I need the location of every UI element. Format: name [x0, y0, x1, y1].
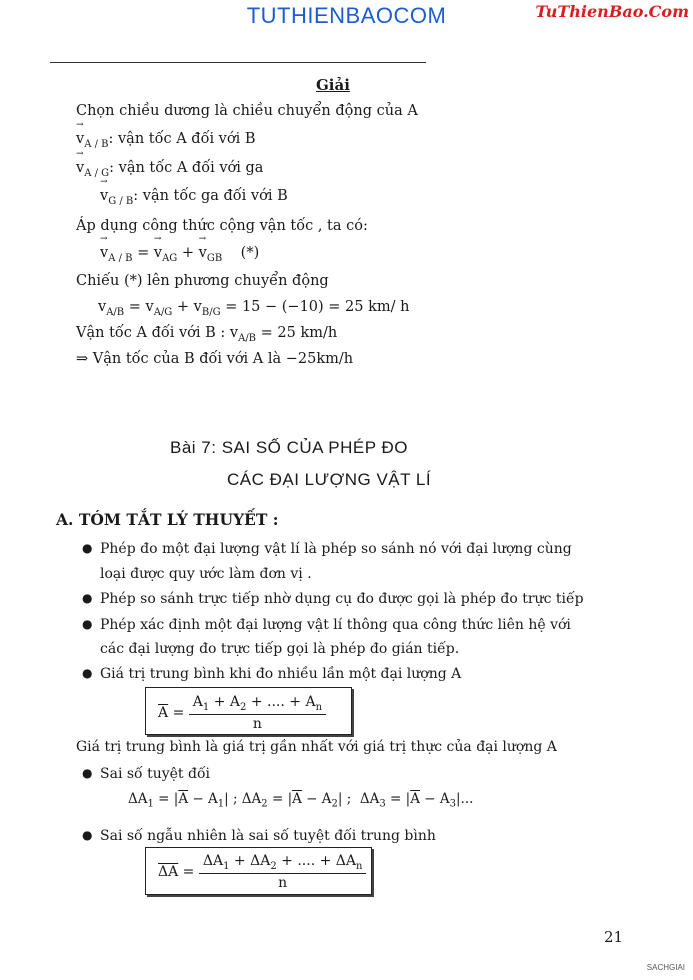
solution-conclusion: ⇒ Vận tốc của B đối với A là −25km/h [76, 351, 354, 367]
divider [50, 62, 426, 63]
scalar-equation: $v_{A/B} = v_{A/G} + v_{B/G} = 15 - (-10) = 25$ km/ h [98, 299, 410, 318]
solution-line-4: → $v_{G / B}$: vận tốc ga đối với B [100, 188, 288, 207]
solution-line-1: Chọn chiều dương là chiều chuyển động của A [76, 103, 418, 119]
solution-line-3: → $v_{A / G}$: vận tốc A đối với ga [76, 160, 263, 179]
mean-note: Giá trị trung bình là giá trị gần nhất với giá trị thực của đại lượng A [76, 739, 557, 755]
page-number: 21 [604, 928, 624, 946]
bullet-2: ● Phép so sánh trực tiếp nhờ dụng cụ đo được gọi là phép đo trực tiếp [82, 591, 584, 607]
absolute-error-formula: $\Delta A_1 = |\overline{A} - A_1|$ ; $\Delta A_2 = |\overline{A} - A_2|$ ; $\Delta A_3 = |\overline{A} - A_3|$... [128, 791, 474, 810]
bullet-1: ● Phép đo một đại lượng vật lí là phép so sánh nó với đại lượng cùng [82, 541, 572, 557]
lesson-title-2: CÁC ĐẠI LƯỢNG VẬT LÍ [227, 470, 432, 489]
lesson-title-1: Bài 7: SAI SỐ CỦA PHÉP ĐO [170, 438, 408, 457]
bullet-6: ● Sai số ngẫu nhiên là sai số tuyệt đối trung bình [82, 828, 436, 844]
solution-line-2: → $v_{A / B}$: vận tốc A đối với B [76, 131, 256, 150]
bullet-4: ● Giá trị trung bình khi đo nhiều lần một đại lượng A [82, 666, 462, 682]
bullet-5: ● Sai số tuyệt đối [82, 766, 210, 782]
footer-brand: SACHGIAI [646, 963, 685, 972]
random-error-formula-box: $\overline{\Delta A}$ = $\frac{\Delta A_1 + \Delta A_2 + .... + \Delta A_n}{n}$ [145, 847, 372, 895]
mean-formula-box: $\overline{A}$ = $\frac{A_1 + A_2 + .... + A_n}{n}$ [145, 687, 352, 735]
solution-line-8: Vận tốc A đối với B : $v_{A/B} = 25$ km/h [76, 325, 338, 344]
solution-line-5: Áp dụng công thức cộng vận tốc , ta có: [76, 218, 368, 234]
vector-equation: → $v_{A / B}$ = → $v_{AG}$ + → $v_{GB}$ (*) [100, 245, 259, 264]
site-logo: TuThienBao.Com [535, 2, 689, 21]
bullet-1-cont: loại được quy ước làm đơn vị . [100, 566, 312, 582]
section-a-heading: A. TÓM TẮT LÝ THUYẾT : [56, 510, 279, 529]
site-title: TUTHIENBAOCOM [246, 3, 447, 28]
bullet-3: ● Phép xác định một đại lượng vật lí thông qua công thức liên hệ với [82, 617, 571, 633]
solution-heading: Giải [316, 76, 350, 94]
bullet-3-cont: các đại lượng đo trực tiếp gọi là phép đo gián tiếp. [100, 641, 460, 657]
solution-line-6: Chiếu (*) lên phương chuyển động [76, 273, 329, 289]
